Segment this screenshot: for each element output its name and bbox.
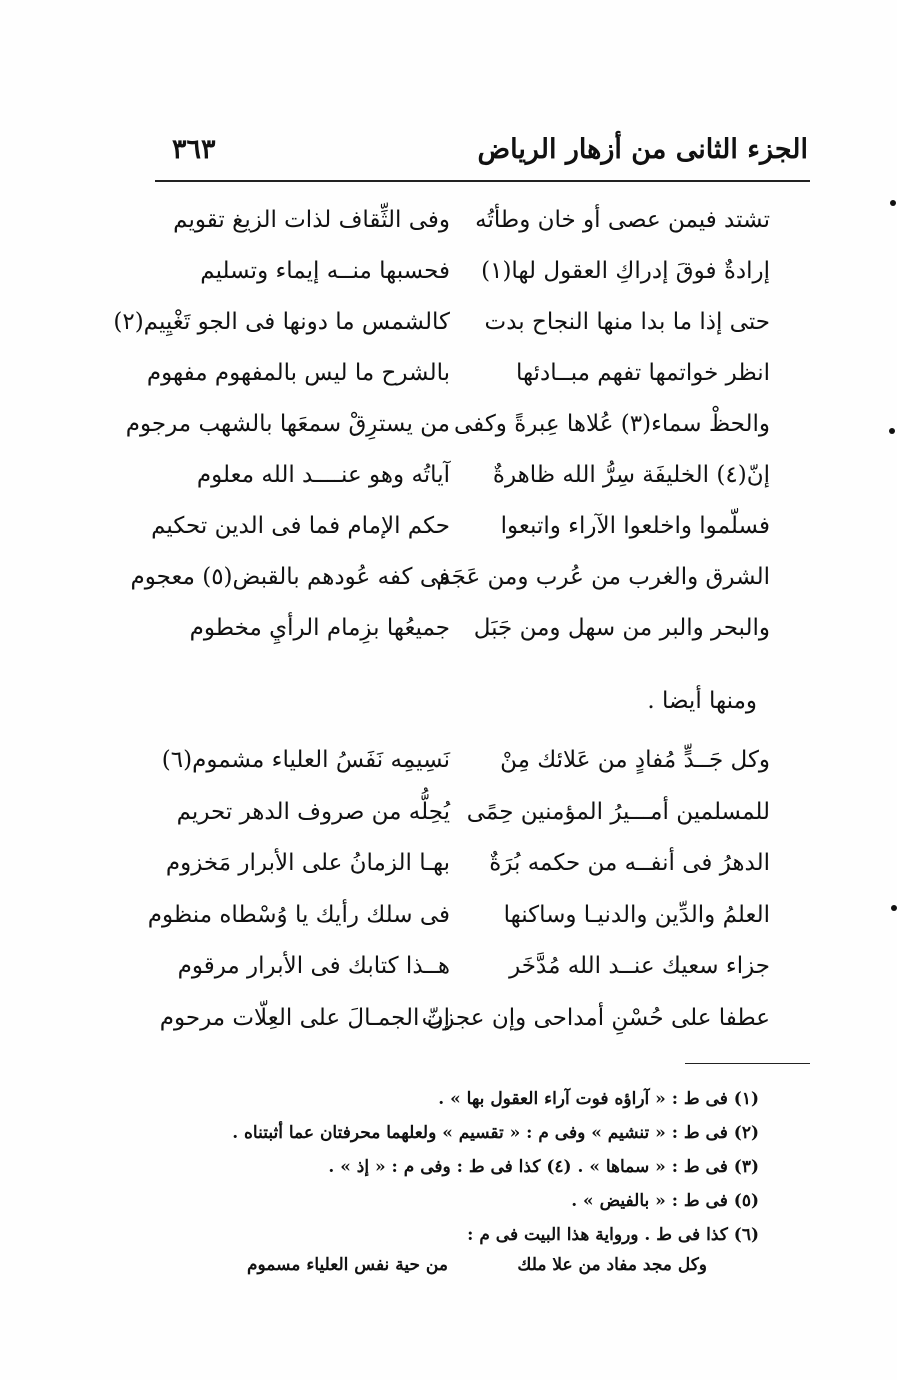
scan-speck — [891, 905, 897, 911]
hemistich-second: وفى الثِّقاف لذات الزيغ تقويم — [173, 207, 450, 233]
hemistich-first: إرادةٌ فوقَ إدراكِ العقول لها(١) — [481, 258, 770, 284]
verse-line — [160, 792, 780, 842]
section-intro: ومنها أيضا . — [647, 688, 757, 714]
hemistich-second: بالشرح ما ليس بالمفهوم مفهوم — [146, 360, 450, 386]
hemistich-first: والحظْ سماء(٣) عُلاها عِبرةً وكفى — [454, 411, 770, 437]
hemistich-second: حكم الإمام فما فى الدين تحكيم — [151, 513, 450, 539]
hemistich-second: فحسبها منــه إيماء وتسليم — [200, 258, 450, 284]
verse-line — [151, 506, 780, 556]
footnote-verse — [247, 1255, 707, 1285]
hemistich-first: الدهرُ فى أنفــه من حكمه بُرَةٌ — [489, 850, 770, 876]
verse-line — [160, 200, 780, 250]
verse-line — [160, 251, 780, 301]
hemistich-first: والبحر والبر من سهل ومن جَبَل — [473, 615, 770, 641]
verse-line — [160, 946, 780, 996]
hemistich-first: حتى إذا ما بدا منها النجاح بدت — [484, 309, 770, 335]
footnote-2: (٢) فى ط : « تنشيم » وفى م : « تقسيم » ولعلهما محرفتان عما أثبتناه . — [232, 1123, 759, 1143]
hemistich-first: للمسلمين أمـــيرُ المؤمنين حِمًى — [466, 798, 770, 825]
hemistich-first: وكل جَــدٍّ مُفادٍ من عَلائك مِنْ — [500, 747, 770, 773]
hemistich-second: من يسترِقْ سمعَها بالشهب مرجوم — [125, 411, 450, 437]
verse-line — [160, 843, 780, 893]
page-header — [158, 134, 808, 180]
hemistich-second: جميعُها بزِمام الرأيِ مخطوم — [189, 615, 450, 641]
verse-line — [160, 998, 780, 1048]
hemistich-second: فى كفه عُودهم بالقبض(٥) معجوم — [130, 564, 450, 590]
hemistich-second: هــذا كتابك فى الأبرار مرقوم — [177, 953, 450, 979]
hemistich-second: نَسِيمِه نَفَسُ العلياء مشموم(٦) — [161, 747, 450, 773]
verse-line — [147, 895, 780, 945]
hemistich-first: انظر خواتمها تفهم مبــادئها — [515, 360, 770, 386]
hemistich-second: بهـا الزمانُ على الأبرار مَخزوم — [165, 850, 450, 876]
verse-line — [113, 302, 780, 352]
header-rule — [155, 180, 810, 182]
hemistich-first: جزاء سعيك عنــد الله مُدَّخَر — [509, 953, 770, 979]
hemistich-first: فسلّموا واخلعوا الآراء واتبعوا — [500, 513, 770, 539]
verse-line — [130, 557, 780, 607]
scan-speck — [890, 200, 896, 206]
hemistich-first: العلمُ والدِّين والدنيـا وساكنها — [503, 901, 770, 928]
footnote-3-4: (٣) فى ط : « سماها » . (٤) كذا فى ط : وفى م : « إذ » . — [328, 1157, 759, 1177]
hemistich-first: تشتد فيمن عصى أو خان وطأتُه — [475, 207, 770, 233]
footnote-rule — [685, 1063, 810, 1064]
verse-line — [160, 740, 780, 790]
footnote-verse-first: وكل مجد مفاد من علا ملك — [517, 1255, 707, 1275]
verse-line — [146, 353, 780, 403]
running-title: الجزء الثانى من أزهار الرياض — [477, 134, 808, 165]
verse-line — [125, 404, 780, 454]
footnote-5: (٥) فى ط : « بالفيض » . — [571, 1191, 759, 1211]
hemistich-first: الشرق والغرب من عُرب ومن عَجَم — [436, 564, 770, 590]
hemistich-second: إنّ الجمـالَ على العِلّات مرحوم — [159, 1004, 450, 1031]
footnote-verse-second: من حية نفس العلياء مسموم — [247, 1255, 448, 1275]
footnotes — [199, 1082, 759, 1252]
hemistich-first: عطفا على حُسْنِ أمداحى وإن عجزت — [421, 1004, 770, 1031]
verse-line — [160, 455, 780, 505]
footnote-6: (٦) كذا فى ط . ورواية هذا البيت فى م : — [467, 1225, 759, 1245]
footnote-1: (١) فى ط : « آراؤه فوت آراء العقول بها » . — [438, 1089, 759, 1109]
hemistich-second: فى سلك رأيك يا وُسْطاه منظوم — [147, 901, 450, 928]
hemistich-second: آياتُه وهو عنــــد الله معلوم — [196, 462, 450, 488]
hemistich-second: يُحِلُّه من صروف الدهر تحريم — [176, 798, 450, 825]
verse-line — [160, 608, 780, 658]
scan-speck — [889, 428, 895, 434]
hemistich-second: كالشمس ما دونها فى الجو تَغْيِيم(٢) — [113, 309, 450, 335]
page-number: ٣٦٣ — [172, 134, 216, 165]
hemistich-first: إنّ(٤) الخليفَة سِرُّ الله ظاهرةٌ — [492, 462, 770, 488]
